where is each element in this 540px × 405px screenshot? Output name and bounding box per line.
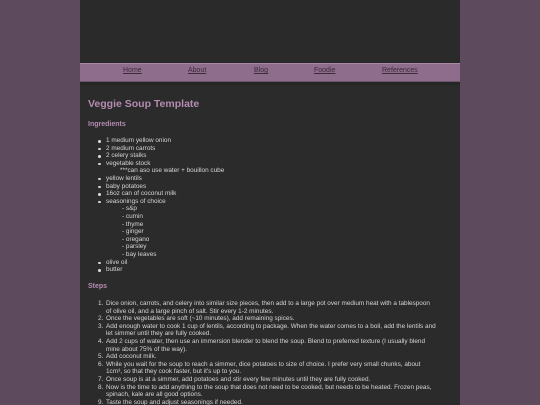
list-item: baby potatoes bbox=[98, 183, 224, 191]
ingredients-list bbox=[98, 137, 224, 274]
list-item-seasoning: - oregano bbox=[122, 235, 150, 243]
list-item-seasoning: - parsley bbox=[122, 243, 147, 251]
step-item: 5. Add coconut milk. bbox=[98, 353, 157, 361]
steps-list bbox=[98, 300, 436, 405]
list-item: olive oil bbox=[98, 259, 224, 267]
nav-link-references[interactable]: References bbox=[382, 67, 418, 74]
list-item-seasoning: - bay leaves bbox=[122, 250, 157, 258]
page-title: Veggie Soup Template bbox=[88, 98, 200, 110]
list-item: 2 celery stalks bbox=[98, 152, 224, 160]
steps-heading: Steps bbox=[88, 283, 108, 290]
nav-link-blog[interactable]: Blog bbox=[254, 67, 269, 74]
step-item: 4. Add 2 cups of water, then use an immersion blender to blend the soup. Blend to preferred texture (I usually blend mine about 75% of the way). bbox=[98, 337, 426, 353]
step-item: 6. While you wait for the soup to reach a simmer, dice potatoes to size of choice. I prefer very small chunks, about 1cm³, so that they cook faster, but it's up to you. bbox=[98, 360, 421, 376]
nav-link-home[interactable]: Home bbox=[123, 67, 142, 74]
page-container bbox=[80, 0, 460, 405]
main-content bbox=[80, 85, 460, 405]
step-item: 2. Once the vegetables are soft (~10 minutes), add remaining spices. bbox=[98, 315, 295, 323]
nav-link-about[interactable]: About bbox=[188, 67, 207, 74]
step-item: 7. Once soup is at a simmer, add potatoes and stir every few minutes until they are fully cooked. bbox=[98, 375, 371, 383]
list-item: 2 medium carrots bbox=[98, 145, 224, 153]
step-item: 1. Dice onion, carrots, and celery into similar size pieces, then add to a large pot over medium heat with a tablespoon of olive oil, and a large pinch of salt. Stir every 1-2 minutes. bbox=[98, 300, 430, 315]
list-item-seasoning: - cumin bbox=[122, 212, 143, 220]
list-item-note: ***can aso use water + bouillon cube bbox=[120, 167, 225, 175]
list-item: butter bbox=[98, 266, 224, 274]
header-banner bbox=[80, 0, 460, 62]
ingredients-heading: Ingredients bbox=[88, 121, 126, 128]
list-item: 16oz can of coconut milk bbox=[98, 190, 224, 198]
list-item: vegetable stock bbox=[98, 160, 224, 168]
step-item: 8. Now is the time to add anything to the soup that does not need to be cooked, but needs to be heated. Frozen peas, spinach, kale are all good options. bbox=[98, 383, 432, 399]
step-item: 9. Taste the soup and adjust seasonings if needed. bbox=[98, 398, 243, 405]
list-item-seasoning: - thyme bbox=[122, 220, 144, 228]
list-item: 1 medium yellow onion bbox=[98, 137, 224, 145]
list-item: yellow lentils bbox=[98, 175, 224, 183]
list-item: seasonings of choice bbox=[98, 198, 224, 206]
list-item-seasoning: - ginger bbox=[122, 228, 144, 236]
nav-link-foodie[interactable]: Foodie bbox=[314, 67, 336, 74]
step-item: 3. Add enough water to cook 1 cup of lentils, according to package. When the water comes to a boil, add the lentils and let simmer until they are fully cooked. bbox=[98, 322, 436, 338]
list-item-seasoning: - s&p bbox=[122, 205, 137, 213]
nav-bar bbox=[80, 63, 460, 82]
